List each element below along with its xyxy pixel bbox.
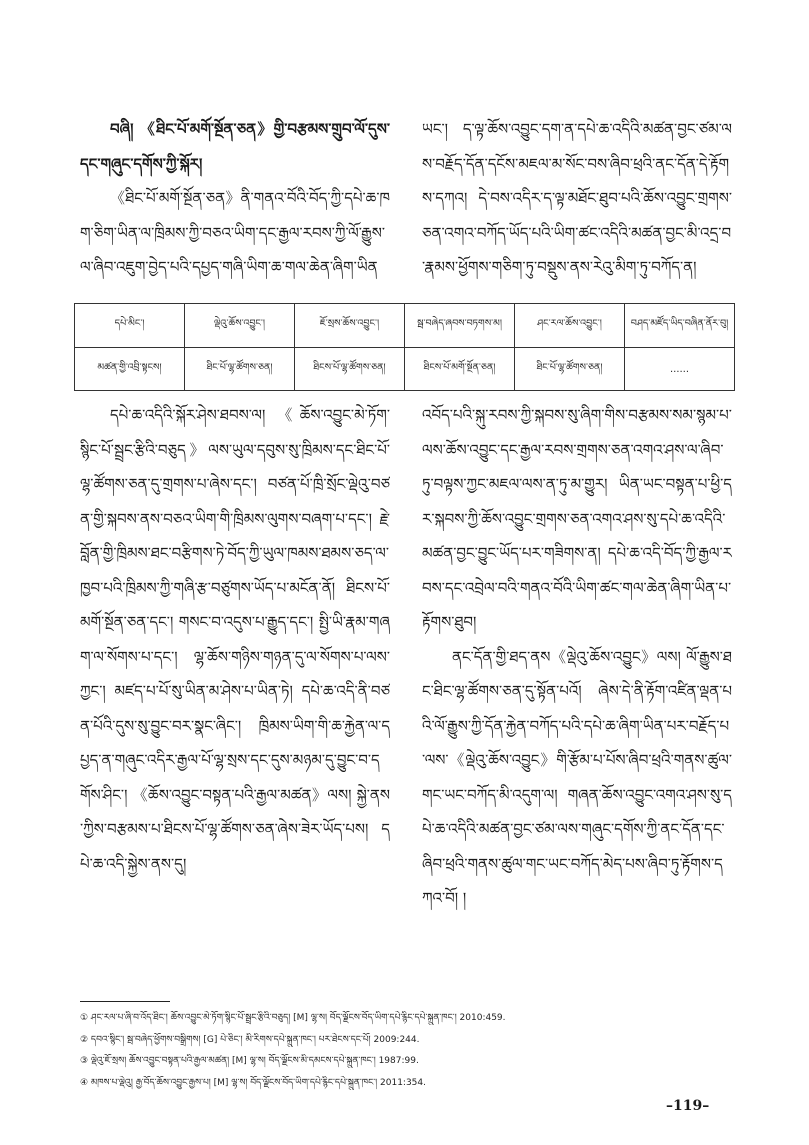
table-cell: ཐིང་པོ་ལྷ་ཚོགས་ཅན། <box>515 348 625 391</box>
page-number: –119– <box>666 1098 710 1114</box>
table-cell: …… <box>625 348 735 391</box>
left-column-top <box>80 112 390 285</box>
body-paragraph: ནང་དོན་གྱི་ཐད་ནས《ལྡེའུ་ཆོས་འབྱུང》ལས། ལོ་རྒྱུས་ཐང་ཐིང་ལྷ་ཚོགས་ཅན་དུ་སྟོན་པའོ། ཞེས་དེ་ནི་རྟོག་འཛིན་ལྡན་པའི་ལོ་རྒྱུས་ཀྱི་དོན་རྐྱེན་བཀོད་པའི་དཔེ་ཆ་ཞིག་ཡིན་པར་བརྗོད་པ་ལས་《ལྡེའུ་ཆོས་འབྱུང》གི་རྩོམ་པ་པོས་ཞིབ་ཕྲའི་གནས་ཚུལ་གང་ཡང་བཀོད་མི་འདུག་ལ། གཞན་ཆོས་འབྱུང་འགའ་ཤས་སུ་དཔེ་ཆ་འདིའི་མཚན་བྱང་ཙམ་ལས་གཞུང་དགོས་ཀྱི་ནང་དོན་དང་ཞིབ་ཕྲའི་གནས་ཚུལ་གང་ཡང་བཀོད་མེད་པས་ཞིབ་ཏུ་རྟོགས་དཀའ་བོ། ། <box>422 647 732 907</box>
title-variants-table <box>74 303 735 391</box>
footnote: ① ཤང་རལ་པ་ཞི་བ་འོད་ཐིང་། ཆོས་འབྱུང་མེ་ཏོག་སྙིང་པོ་སྦྲང་རྩིའི་བཅུད། [M] ལྷ་ས། བོད་ལྗོངས་བོད་ཡིག་དཔེ་རྙིང་དཔེ་སྐྲུན་ཁང་། 2010:459. <box>80 1013 506 1023</box>
table-cell: ཐིངས་པོ་མགོ་སྔོན་ཅན། <box>405 348 515 391</box>
body-paragraph: དཔེ་ཆ་འདིའི་སྐོར་ཤེས་ཐབས་ལ། 《ཆོས་འབྱུང་མེ་ཏོག་སྙིང་པོ་སྦྲང་རྩིའི་བཅུད》ལས་ཡུལ་དབུས་སུ་ཁྲིམས་དང་ཐིང་པོ་ལྷ་ཚོགས་ཅན་དུ་གྲགས་པ་ཞེས་དང་། བཙན་པོ་ཁྲི་སྲོང་ལྡེའུ་བཙན་གྱི་སྐབས་ནས་བཅའ་ཡིག་གི་ཁྲིམས་ལུགས་བཞག་པ་དང་། རྗེ་བློན་གྱི་ཁྲིམས་ཐང་བརྩིགས་ཏེ་བོད་ཀྱི་ཡུལ་ཁམས་ཐམས་ཅད་ལ་ཁྱབ་པའི་ཁྲིམས་ཀྱི་གཞི་རྩ་བཙུགས་ཡོད་པ་མངོན་ནོ། ཐིངས་པོ་མགོ་སྔོན་ཅན་དང་། གསང་བ་འདུས་པ་རྒྱུད་དང་། སྤྱི་ཡི་རྣམ་གཞག་ལ་སོགས་པ་དང་། ལྷ་ཆོས་གཉིས་གཉན་དུ་ལ་སོགས་པ་ལས་ཀྱང་། མཛད་པ་པོ་སུ་ཡིན་མ་ཤེས་པ་ཡིན་ཏེ། དཔེ་ཆ་འདི་ནི་བཙན་པོའི་དུས་སུ་བྱུང་བར་སྣང་ཞིང་། ཁྲིམས་ཡིག་གི་ཆ་རྐྱེན་ལ་དཔྱད་ན་གཞུང་འདིར་རྒྱལ་པོ་ལྷ་སྲས་དང་དུས་མཉམ་དུ་བྱུང་བ་དགོས་ཤིང་། 《ཆོས་འབྱུང་བསྟན་པའི་རྒྱལ་མཚན》ལས། སྐྱེ་ནས་ཀྱིས་བརྩམས་པ་ཐིངས་པོ་ལྷ་ཚོགས་ཅན་ཞེས་ཟེར་ཡོད་པས། དཔེ་ཆ་འདི་སྐྱེས་ནས་དུ། <box>80 406 390 873</box>
footnote: ② དབའ་སྙིང་། སྦ་བཞེད་ཕྱོགས་བསྒྲིགས། [G] པེ་ཅིང་། མི་རིགས་དཔེ་སྐྲུན་ཁང་། པར་ཐེངས་དང་པོ། 2009:244. <box>80 1035 420 1045</box>
body-paragraph: ཡང་། ད་ལྟ་ཆོས་འབྱུང་དག་ན་དཔེ་ཆ་འདིའི་མཚན་བྱང་ཙམ་ལས་བརྗོད་དོན་དངོས་མཇལ་མ་སོང་བས་ཞིབ་ཕྲའི་ནང་དོན་དེ་རྟོགས་དཀའ། དེ་བས་འདིར་ད་ལྟ་མཐོང་ཐུབ་པའི་ཆོས་འབྱུང་གྲགས་ཅན་འགའ་བཀོད་ཡོད་པའི་ཡིག་ཚང་འདིའི་མཚན་བྱང་མི་འདྲ་བ་རྣམས་ཕྱོགས་གཅིག་ཏུ་བསྡུས་ནས་རེའུ་མིག་ཏུ་བཀོད་ན། <box>422 120 732 276</box>
table-header-cell: ལྡེའུ་ཆོས་འབྱུང་། <box>185 304 295 348</box>
body-paragraph: 《ཐིང་པོ་མགོ་སྔོན་ཅན》ནི་གནའ་བོའི་བོད་ཀྱི་དཔེ་ཆ་ཁག་ཅིག་ཡིན་ལ་ཁྲིམས་ཀྱི་བཅའ་ཡིག་དང་རྒྱལ་རབས་ཀྱི་ལོ་རྒྱུས་ལ་ཞིབ་འཇུག་བྱེད་པའི་དཔྱད་གཞི་ཡིག་ཆ་གལ་ཆེན་ཞིག་ཡིན <box>80 189 390 276</box>
section-heading: བཞི། 《ཐིང་པོ་མགོ་སྔོན་ཅན》གྱི་བརྩམས་གྲུབ་ལོ་དུས་དང་གཞུང་དགོས་ཀྱི་སྐོར། <box>80 120 390 173</box>
footnote: ③ ལྡེའུ་ཇོ་སྲས། ཆོས་འབྱུང་བསྟན་པའི་རྒྱལ་མཚན། [M] ལྷ་ས། བོད་ལྗོངས་མི་དམངས་དཔེ་སྐྲུན་ཁང་། 1987:99. <box>80 1056 419 1066</box>
body-paragraph: འབོད་པའི་སྐུ་རབས་ཀྱི་སྐབས་སུ་ཞིག་གིས་བརྩམས་སམ་སྙམ་པ་ལས་ཆོས་འབྱུང་དང་རྒྱལ་རབས་གྲགས་ཅན་འགའ་ཤས་ལ་ཞིབ་ཏུ་བལྟས་ཀྱང་མཇལ་ལས་ན་ཏུ་མ་གྱུར། ཡིན་ཡང་བསྟན་པ་ཕྱི་དར་སྐབས་ཀྱི་ཆོས་འབྱུང་གྲགས་ཅན་འགའ་ཤས་སུ་དཔེ་ཆ་འདིའི་མཚན་བྱང་བྱུང་ཡོད་པར་གཟིགས་ན། དཔེ་ཆ་འདི་བོད་ཀྱི་རྒྱལ་རབས་དང་འབྲེལ་བའི་གནའ་བོའི་ཡིག་ཚང་གལ་ཆེན་ཞིག་ཡིན་པ་རྟོགས་ཐུབ། <box>422 406 732 631</box>
footnote: ④ མཁས་པ་ལྡེའུ། རྒྱ་བོད་ཆོས་འབྱུང་རྒྱས་པ། [M] ལྷ་ས། བོད་ལྗོངས་བོད་ཡིག་དཔེ་རྙིང་དཔེ་སྐྲུན་ཁང་། 2011:354. <box>80 1078 426 1088</box>
left-column-bottom <box>80 398 390 881</box>
table-header-cell: དཔེ་མིང་། <box>75 304 185 348</box>
table-row <box>75 348 735 391</box>
table-cell: མཚན་གྱི་འབྲི་སྟངས། <box>75 348 185 391</box>
table-header-cell: ཇོ་སྲས་ཆོས་འབྱུང་། <box>295 304 405 348</box>
right-column-bottom <box>422 398 732 916</box>
table-header-cell: བཤད་མཛོད་ཡིད་བཞིན་ནོར་བུ། <box>625 304 735 348</box>
table-header-row <box>75 304 735 348</box>
table-cell: ཐིང་པོ་ལྷ་ཚོགས་ཅན། <box>185 348 295 391</box>
table-cell: ཐིངས་པོ་ལྷ་ཚོགས་ཅན། <box>295 348 405 391</box>
table-header-cell: ཤང་རལ་ཆོས་འབྱུང་། <box>515 304 625 348</box>
footnote-divider <box>80 1001 170 1002</box>
right-column-top <box>422 112 732 285</box>
table-header-cell: སྦ་བཞེད་ཞབས་བཏགས་མ། <box>405 304 515 348</box>
